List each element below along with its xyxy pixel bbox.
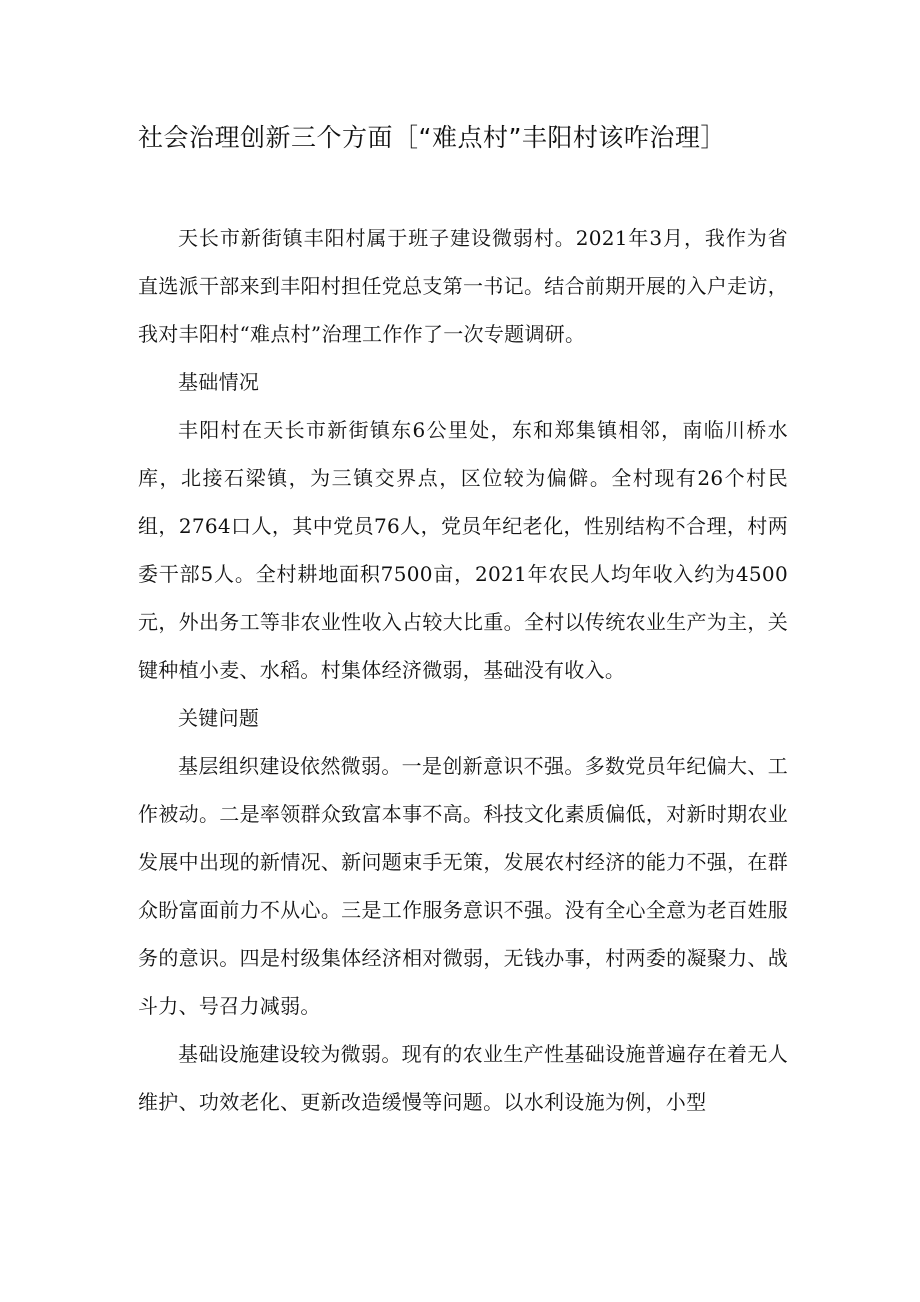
document-title: 社会治理创新三个方面［“难点村”丰阳村该咋治理］ [138,123,726,152]
paragraph-basic-situation: 丰阳村在天长市新街镇东6公里处，东和郑集镇相邻，南临川桥水库，北接石梁镇，为三镇交界点，区位较为偏僻。全村现有26个村民组，2764口人，其中党员76人，党员年纪老化，性别结构不合理，村两委干部5人。全村耕地面积7500亩，2021年农民人均年收入约为4500元，外出务工等非农业性收入占较大比重。全村以传统农业生产为主，关键种植小麦、水稻。村集体经济微弱，基础没有收入。 [138,418,788,682]
section-heading-basic-situation: 基础情况 [178,370,260,394]
document-body [138,214,788,1126]
section-heading-key-problems: 关键问题 [178,706,260,730]
paragraph-organization-weak: 基层组织建设依然微弱。一是创新意识不强。多数党员年纪偏大、工作被动。二是率领群众致富本事不高。科技文化素质偏低，对新时期农业发展中出现的新情况、新问题束手无策，发展农村经济的能力不强，在群众盼富面前力不从心。三是工作服务意识不强。没有全心全意为老百姓服务的意识。四是村级集体经济相对微弱，无钱办事，村两委的凝聚力、战斗力、号召力减弱。 [138,754,788,1018]
paragraph-intro: 天长市新街镇丰阳村属于班子建设微弱村。2021年3月，我作为省直选派干部来到丰阳村担任党总支第一书记。结合前期开展的入户走访，我对丰阳村“难点村”治理工作作了一次专题调研。 [138,226,788,346]
paragraph-infrastructure-weak: 基础设施建设较为微弱。现有的农业生产性基础设施普遍存在着无人维护、功效老化、更新改造缓慢等问题。以水利设施为例，小型 [138,1042,788,1114]
